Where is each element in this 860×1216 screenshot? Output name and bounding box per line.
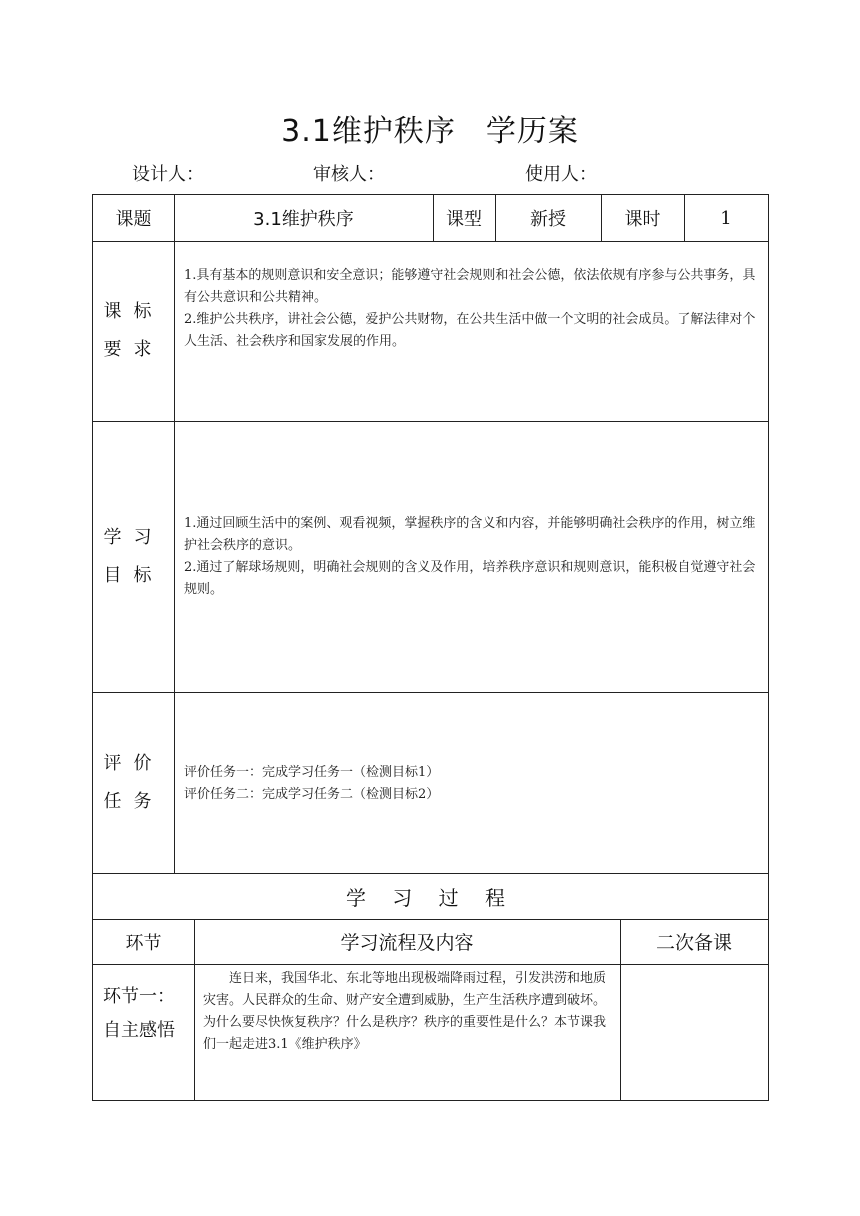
stage-one-label [103, 980, 193, 1048]
objectives-line-1: 1.通过回顾生活中的案例、观看视频，掌握秩序的含义和内容，并能够明确社会秩序的作用，树立维护社会秩序的意识。 [184, 516, 756, 553]
evaluation-label [93, 692, 174, 873]
objectives-label-line1: 学习 [103, 526, 164, 548]
hours-value: 1 [720, 207, 732, 229]
objectives-content [184, 513, 762, 601]
type-value: 新授 [530, 209, 566, 230]
designer-label: 设计人： [132, 164, 204, 185]
evaluation-line-1: 评价任务一：完成学习任务一（检测目标1） [184, 765, 440, 780]
col-stage-header: 环节 [125, 932, 162, 954]
objectives-line-2: 2.通过了解球场规则，明确社会规则的含义及作用，培养秩序意识和规则意识，能积极自觉遵守社会规则。 [184, 560, 756, 597]
topic-label: 课题 [115, 209, 152, 230]
stage-one-line2: 自主感悟 [103, 1020, 175, 1041]
evaluation-content [184, 762, 762, 806]
reviewer-label: 审核人： [313, 164, 385, 185]
col-notes-header: 二次备课 [655, 932, 732, 954]
evaluation-label-line1: 评价 [103, 752, 164, 774]
standards-line-1: 1.具有基本的规则意识和安全意识；能够遵守社会规则和社会公德，依法依规有序参与公共事务，具有公共意识和公共精神。 [184, 268, 756, 305]
standards-content [184, 265, 762, 353]
standards-label-line2: 要求 [103, 339, 164, 360]
stage-one-para1: 连日来，我国华北、东北等地出现极端降雨过程，引发洪涝和地质灾害。人民群众的生命、财产安全遭到威胁，生产生活秩序遭到破坏。 [203, 971, 607, 1008]
user-label: 使用人： [525, 164, 597, 185]
col-content-header: 学习流程及内容 [340, 932, 474, 954]
objectives-label-line2: 目标 [103, 564, 164, 586]
secondary-prep-cell[interactable] [621, 965, 768, 1100]
page-title [0, 106, 860, 150]
learning-process-table [92, 873, 769, 1101]
objectives-label [93, 421, 174, 692]
hours-label: 课时 [624, 209, 661, 230]
title-sub: 学历案 [485, 114, 579, 149]
stage-one-para2: 为什么要尽快恢复秩序？什么是秩序？秩序的重要性是什么？本节课我们一起走进3.1《维护秩序》 [203, 1015, 607, 1052]
evaluation-line-2: 评价任务二：完成学习任务二（检测目标2） [184, 787, 440, 802]
process-heading: 学 习 过 程 [345, 886, 516, 910]
stage-one-content [203, 968, 615, 1056]
title-main: 3.1维护秩序 [281, 114, 456, 149]
topic-value: 3.1维护秩序 [253, 209, 354, 230]
type-label: 课型 [446, 209, 482, 230]
lesson-info-table [92, 194, 769, 874]
standards-label [93, 241, 174, 421]
standards-label-line1: 课标 [103, 301, 164, 322]
evaluation-label-line2: 任务 [103, 790, 164, 812]
stage-one-line1: 环节一： [103, 986, 175, 1007]
standards-line-2: 2.维护公共秩序，讲社会公德，爱护公共财物，在公共生活中做一个文明的社会成员。了解法律对个人生活、社会秩序和国家发展的作用。 [184, 312, 756, 349]
